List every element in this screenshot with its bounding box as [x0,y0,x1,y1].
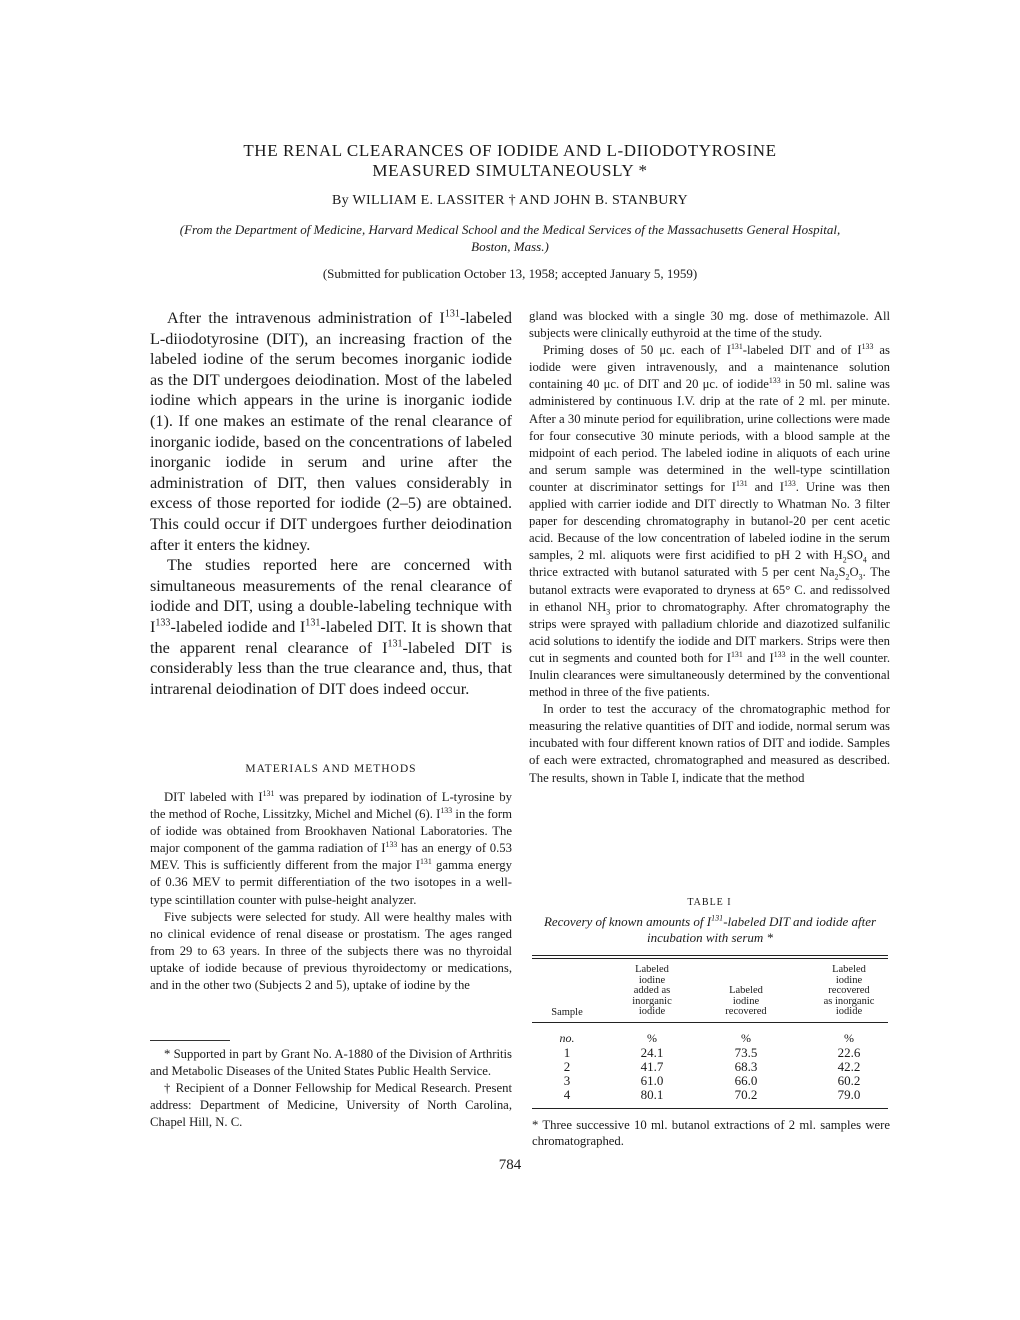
cell-recovered: 66.0 [734,1073,758,1088]
footnotes [150,1046,512,1131]
methods-paragraph-1: DIT labeled with $I^{131}$ was prepared by iodination of L-tyrosine by the method of Roche, Lissitzky, Michel and Michel (6). $I^{133}$ in the form of iodide was obtained from Brookhaven National Laboratories. The major component of the gamma radiation of $I^{133}$ has an energy of 0.53 MEV. This is sufficiently different from the major $I^{131}$ gamma energy of 0.36 MEV to permit differentiation of the two isotopes in a well-type scintillation counter with pulse-height analyzer. [150,788,512,907]
right-paragraph-1: gland was blocked with a single 30 mg. dose of methimazole. All subjects were clinically euthyroid at the time of the study. [529,309,890,341]
section-heading-methods: MATERIALS AND METHODS [245,763,417,775]
intro-text [150,308,512,699]
table-label: TABLE I [687,897,732,908]
article-title-line-1: THE RENAL CLEARANCES OF IODIDE AND L-DIIODOTYROSINE [243,141,777,160]
cell-recovered-inorganic: 42.2 [837,1059,861,1074]
cell-recovered: 68.3 [734,1059,758,1074]
table-bottom-rule [532,1108,888,1109]
right-paragraph-3: In order to test the accuracy of the chromatographic method for measuring the relative quantities of DIT and iodide, normal serum was incubated with four different known ratios of DIT and iodide. Samples of each were extracted, chromatographed and measured as described. The results, shown in Table I, indicate that the method [529,702,890,785]
cell-added: 41.7 [640,1059,664,1074]
unit-recovered: % [741,1031,751,1045]
cell-added: 24.1 [640,1045,664,1060]
author-line: By WILLIAM E. LASSITER † AND JOHN B. STANBURY [332,193,688,208]
cell-added: 80.1 [640,1087,664,1102]
col-header-sample: Sample [551,1007,583,1018]
col-header-recovered: Labeled iodine recovered [725,985,767,1017]
cell-sample: 4 [563,1087,571,1102]
right-paragraph-2: Priming doses of 50 μc. each of $I^{131}$-labeled DIT and of $I^{133}$ as iodide were given intravenously, and a maintenance solution containing 40 μc. of DIT and 20 μc. of iodide$^{133}$ in 50 ml. saline was administered by continuous I.V. drip at the rate of 2 ml. per minute. After a 30 minute period for equilibration, urine collections were made for four consecutive 30 minute periods, with a blood sample at the midpoint of each period. The labeled iodine in aliquots of each urine and serum sample was determined in the well-type scintillation counter at discriminator settings for $I^{131}$ and $I^{133}$. Urine was then applied with carrier iodide and DIT directly to Whatman No. 3 filter paper for descending chromatography in butanol-20 per cent acetic acid. Because of the low concentration of labeled iodine in the serum samples, 2 ml. aliquots were first acidified to pH 2 with $H_2SO_4$ and thrice extracted with butanol saturated with 5 per cent $Na_2S_2O_3$. The butanol extracts were evaporated to dryness at 65° C. and redissolved in ethanol $NH_3$ prior to chromatography. After chromatography the strips were sprayed with palladium chloride and diazotized sulfanilic acid solutions to identify the iodide and DIT markers. Strips were then cut in segments and counted both for $I^{131}$ and $I^{133}$ in the well counter. Inulin clearances were simultaneously determined by the conventional method in three of the five patients. [529,341,891,700]
intro-paragraph-1: After the intravenous administration of $I^{131}$-labeled L-diiodotyrosine (DIT), an increasing fraction of the labeled iodine of the serum becomes inorganic iodide as the DIT undergoes deiodination. Most of the labeled iodine which appears in the urine is inorganic iodide (1). If one makes an estimate of the renal clearance of inorganic iodide, based on the concentrations of labeled inorganic iodide in serum and urine after the administration of DIT, then values considerably in excess of those reported for iodide (2–5) are obtained. This could occur if DIT undergoes further deiodination after it enters the kidney. [150,308,512,554]
footnote-rule [150,1040,230,1041]
methods-text [150,789,512,994]
table-footnote: * Three successive 10 ml. butanol extractions of 2 ml. samples were chromatographed. [532,1118,890,1148]
article-title-line-2: MEASURED SIMULTANEOUSLY * [372,161,648,180]
unit-recovered-inorganic: % [844,1031,854,1045]
cell-recovered-inorganic: 79.0 [837,1087,861,1102]
cell-sample: 1 [563,1045,571,1060]
submission-dates: (Submitted for publication October 13, 1958; accepted January 5, 1959) [322,266,698,281]
cell-added: 61.0 [640,1073,664,1088]
col-header-added: Labeled iodine added as inorganic iodide [632,964,672,1017]
unit-sample: no. [559,1031,575,1045]
cell-sample: 3 [563,1073,571,1088]
cell-recovered: 73.5 [734,1045,758,1060]
cell-recovered-inorganic: 60.2 [837,1073,861,1088]
table-top-rule [532,955,888,956]
cell-recovered: 70.2 [734,1087,758,1102]
cell-recovered-inorganic: 22.6 [837,1045,861,1060]
affiliation: (From the Department of Medicine, Harvard Medical School and the Medical Services of the Massachusetts General Hospital, Boston, Mass.) [179,222,841,254]
page-number: 784 [498,1157,522,1173]
unit-added: % [647,1031,657,1045]
right-column-text [529,308,890,787]
footnote-funding: * Supported in part by Grant No. A-1880 of the Division of Arthritis and Metabolic Diseases of the United States Public Health Service. [150,1047,512,1079]
table-caption: Recovery of known amounts of $I^{131}$-labeled DIT and iodide after incubation with serum * [543,913,877,945]
col-header-recovered-inorganic: Labeled iodine recovered as inorganic iodide [823,964,875,1017]
table-header-rule [532,1022,888,1023]
cell-sample: 2 [563,1059,571,1074]
table-top-rule-2 [532,958,888,959]
methods-paragraph-2: Five subjects were selected for study. All were healthy males with no clinical evidence of renal disease or prostatism. The ages ranged from 29 to 63 years. In three of the subjects there was no thyroidal uptake of iodide because of previous thyroidectomy or medications, and in the other two (Subjects 2 and 5), uptake of iodine by the [150,909,512,993]
intro-paragraph-2: The studies reported here are concerned with simultaneous measurements of the renal clearance of iodide and DIT, using a double-labeling technique with $I^{133}$-labeled iodide and $I^{131}$-labeled DIT. It is shown that the apparent renal clearance of $I^{131}$-labeled DIT is considerably less than the true clearance and, thus, that intrarenal deiodination of DIT does indeed occur. [150,556,513,698]
footnote-fellowship: † Recipient of a Donner Fellowship for Medical Research. Present address: Department of Medicine, University of North Carolina, Chapel Hill, N. C. [150,1081,512,1130]
